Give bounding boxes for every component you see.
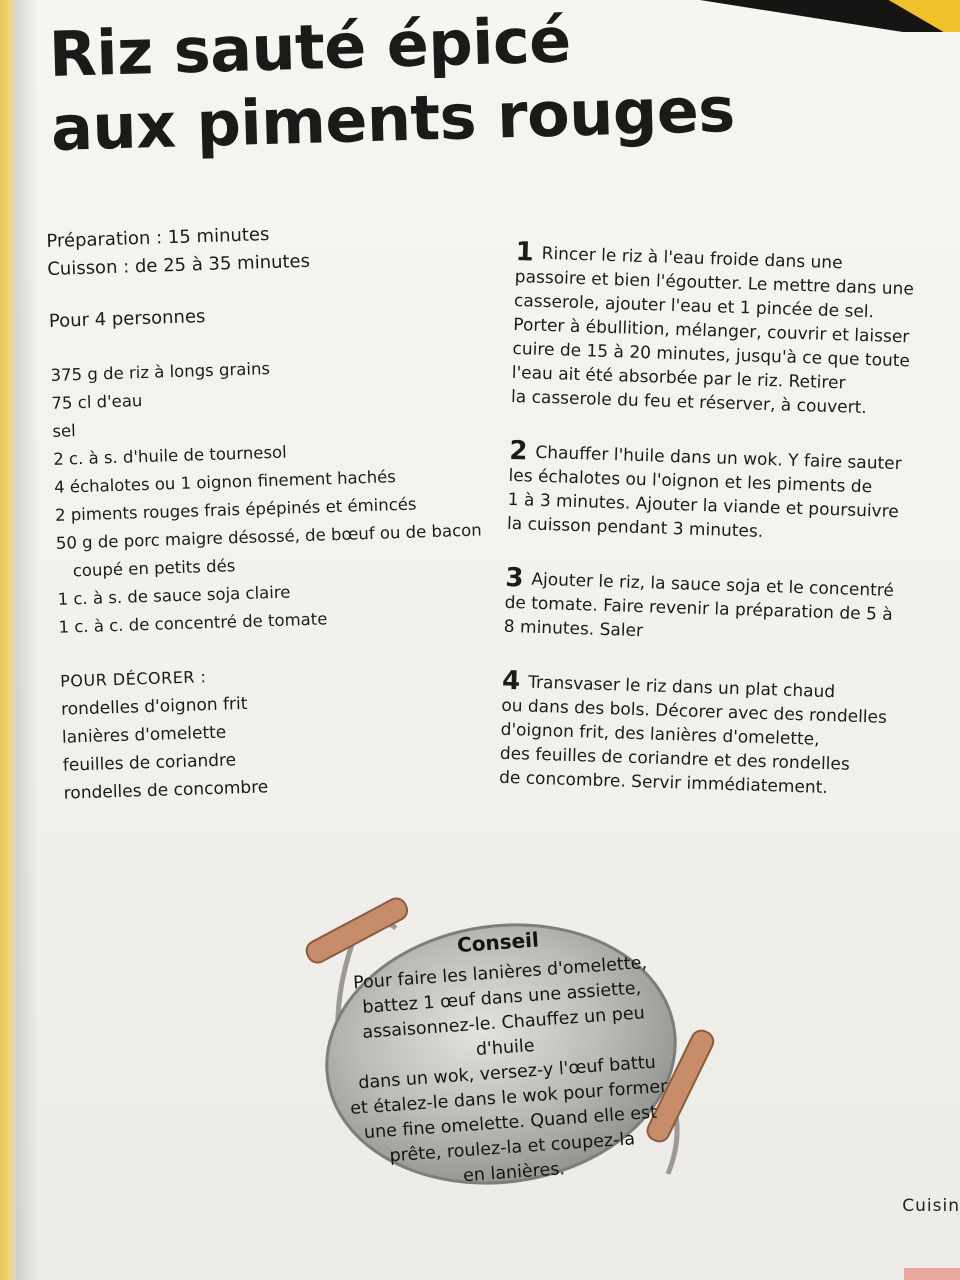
recipe-title-line1: Riz sauté épicé: [48, 3, 572, 91]
conseil-title: Conseil: [456, 927, 540, 958]
ingredient-text: 375 g de riz à longs grains: [50, 359, 271, 385]
conseil-text: [327, 918, 684, 1197]
ingredient-text: sel: [52, 421, 77, 441]
decoration-item: feuilles de coriandre: [62, 750, 237, 776]
cook-label: Cuisson :: [46, 256, 130, 280]
step-text: Rincer le riz à l'eau froide dans une passoire et bien l'égoutter. Le mettre dans une casserole, ajouter l'eau et 1 pincée de sel. Porter à ébullition, mélanger, couvrir et laisser cuire de 15 à 20 minutes, jusqu'à ce que toute l'eau ait été absorbée par le riz. Retirer la casserole du feu et réserver, à couvert.: [510, 243, 915, 419]
spine-shadow: [16, 0, 38, 1280]
footer-color-mark: [904, 1268, 960, 1280]
decoration-item: rondelles de concombre: [63, 777, 269, 804]
step-text: Ajouter le riz, la sauce soja et le concentré de tomate. Faire revenir la préparation de 5 à 8 minutes. Saler: [503, 569, 895, 642]
ingredient-text: 1 c. à s. de sauce soja claire: [57, 582, 291, 609]
page-spine: [0, 0, 16, 1280]
conseil-body: Pour faire les lanières d'omelette, battez 1 œuf dans une assiette, assaisonnez-le. Chauffez un peu d'huile dans un wok, versez-y l'œuf battu et étalez-le dans le wok pour former une fine omelette. Quand elle est prête, roulez-la et coupez-la en lanières.: [349, 952, 669, 1187]
recipe-title: [48, 0, 736, 166]
decoration-list: [61, 682, 504, 808]
step-4: [498, 665, 903, 803]
step-text: Transvaser le riz dans un plat chaud ou dans des bols. Décorer avec des rondelles d'oignon frit, des lanières d'omelette, des feuilles de coriandre et des rondelles de concombre. Servir immédiatement.: [498, 672, 888, 799]
step-3: [503, 562, 905, 652]
conseil-box: [296, 884, 716, 1204]
decoration-item: rondelles d'oignon frit: [60, 693, 248, 720]
step-number: 1: [515, 237, 535, 268]
prep-label: Préparation :: [46, 227, 163, 252]
cook-value: de 25 à 35 minutes: [134, 250, 311, 278]
ingredient-continuation: coupé en petits dés: [72, 556, 236, 581]
steps-column: [498, 237, 916, 832]
servings: Pour 4 personnes: [48, 306, 206, 332]
step-number: 2: [508, 435, 528, 467]
ingredients-column: [46, 214, 504, 808]
step-number: 3: [504, 562, 524, 594]
ingredient-text: 4 échalotes ou 1 oignon finement hachés: [53, 467, 397, 497]
running-footer: Cuisin: [902, 1196, 960, 1216]
decoration-item: lanières d'omelette: [61, 722, 227, 748]
ingredient-text: 2 c. à s. d'huile de tournesol: [52, 442, 287, 469]
recipe-title-line2: aux piments rouges: [50, 72, 736, 165]
prep-value: 15 minutes: [167, 223, 270, 249]
step-1: [510, 237, 916, 421]
ingredient-text: 75 cl d'eau: [51, 391, 143, 413]
step-number: 4: [501, 665, 521, 697]
decoration-heading: POUR DÉCORER :: [59, 667, 207, 691]
ingredient-text: 2 piments rouges frais épépinés et émincés: [54, 494, 417, 525]
ingredient-list: [50, 348, 499, 642]
ingredient-text: 1 c. à c. de concentré de tomate: [58, 609, 328, 637]
step-text: Chauffer l'huile dans un wok. Y faire sauter les échalotes ou l'oignon et les piments de 1 à 3 minutes. Ajouter la viande et poursuivre la cuisson pendant 3 minutes.: [506, 442, 902, 542]
ingredient-text: 50 g de porc maigre désossé, de bœuf ou de bacon: [55, 520, 482, 553]
step-2: [506, 435, 910, 549]
